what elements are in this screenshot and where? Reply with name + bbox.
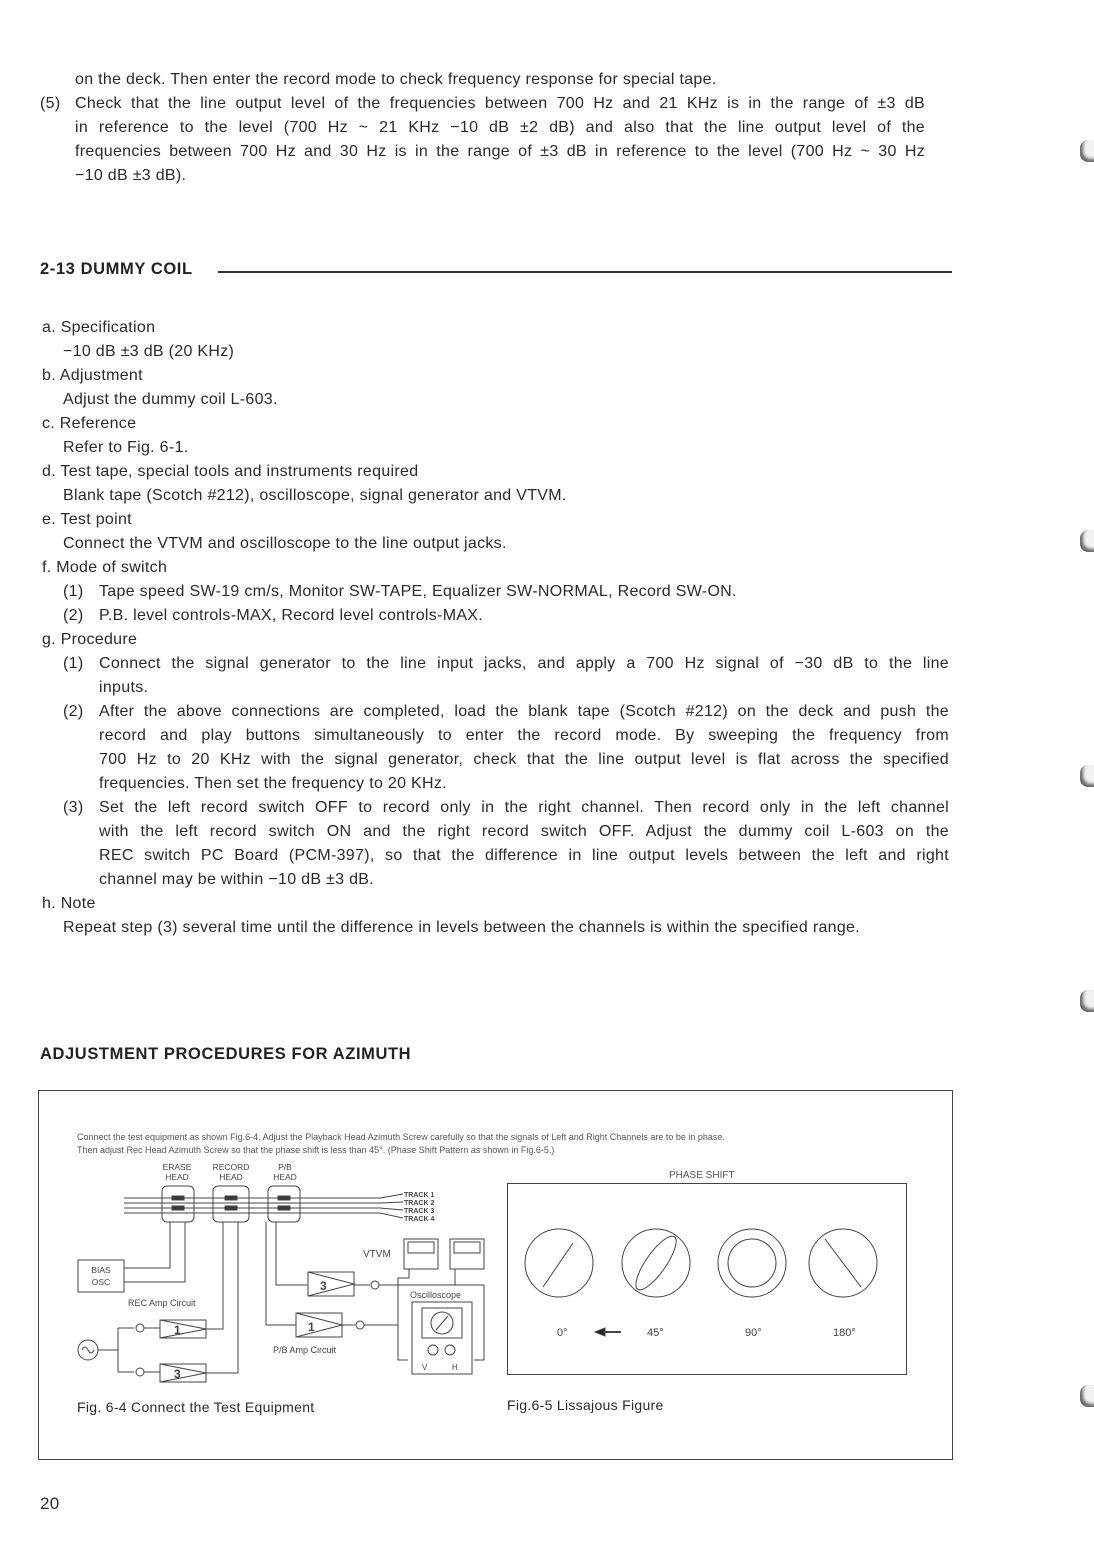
record-label: HEAD [219, 1172, 243, 1182]
item-number: (3) [63, 799, 84, 816]
item-label: a. Specification [42, 319, 156, 336]
amp-number: 3 [174, 1367, 181, 1381]
arrow-left-icon [595, 1328, 621, 1336]
pb-label: HEAD [273, 1172, 297, 1182]
vtvm-meter [404, 1239, 438, 1269]
item-text: Connect the VTVM and oscilloscope to the line output jacks. [63, 535, 507, 552]
pb-amp-label: P/B Amp Circuit [273, 1345, 337, 1355]
item-text: Refer to Fig. 6-1. [63, 439, 189, 456]
item-number: (2) [63, 703, 84, 720]
heading-rule [218, 271, 952, 273]
amp-number: 1 [174, 1323, 181, 1337]
bias-label: BIAS [91, 1265, 111, 1275]
lissajous-figure [507, 1183, 907, 1375]
phase-45 [622, 1229, 690, 1297]
intro-line: frequencies between 700 Hz and 30 Hz is in the range of ±3 dB in reference to the level (700 Hz ~ 30 Hz [75, 143, 925, 160]
erase-label: HEAD [165, 1172, 189, 1182]
item-text: −10 dB ±3 dB (20 KHz) [63, 343, 235, 360]
item-text: Adjust the dummy coil L-603. [63, 391, 278, 408]
item-label: e. Test point [42, 511, 132, 528]
phase-180 [809, 1229, 877, 1297]
item-text: record and play buttons simultaneously to enter the record mode. By sweeping the frequency from [99, 727, 949, 744]
instruction-text: Then adjust Rec Head Azimuth Screw so that the phase shift is less than 45°. (Phase Shift Pattern as shown in Fig.6-5.) [77, 1145, 555, 1155]
record-label: RECORD [212, 1162, 250, 1172]
intro-line: in reference to the level (700 Hz ~ 21 KHz −10 dB ±2 dB) and also that the line output level of the [75, 119, 925, 136]
rec-amp-1 [160, 1320, 206, 1338]
page-number: 20 [40, 1494, 60, 1513]
intro-line: Check that the line output level of the frequencies between 700 Hz and 21 KHz is in the range of ±3 dB [75, 95, 925, 112]
vtvm-meter [450, 1239, 484, 1269]
binder-tab [1080, 990, 1094, 1012]
item-text: 700 Hz to 20 KHz with the signal generator, check that the line output level is flat across the specified [99, 751, 949, 768]
item-number: (1) [63, 583, 84, 600]
item-text: channel may be within −10 dB ±3 dB. [99, 871, 374, 888]
h-label: H [452, 1363, 458, 1372]
phase-label: 180° [833, 1327, 856, 1339]
erase-label: ERASE [162, 1162, 192, 1172]
binder-tab [1080, 765, 1094, 787]
vtvm-label: VTVM [363, 1249, 391, 1260]
item-text: After the above connections are completed, load the blank tape (Scotch #212) on the deck and push the [99, 703, 949, 720]
phase-label: 45° [647, 1327, 664, 1339]
item-text: Repeat step (3) several time until the difference in levels between the channels is within the specified range. [63, 919, 860, 936]
item-text: with the left record switch ON and the right record switch OFF. Adjust the dummy coil L-603 on the [99, 823, 949, 840]
bias-label: OSC [91, 1277, 111, 1287]
item-text: frequencies. Then set the frequency to 20 KHz. [99, 775, 447, 792]
pb-amp-3 [308, 1272, 354, 1296]
item-text: Blank tape (Scotch #212), oscilloscope, signal generator and VTVM. [63, 487, 567, 504]
pb-label: P/B [278, 1162, 292, 1172]
azimuth-heading: ADJUSTMENT PROCEDURES FOR AZIMUTH [40, 1045, 412, 1063]
phase-label: 0° [557, 1327, 568, 1339]
instruction-text: Connect the test equipment as shown Fig.6-4. Adjust the Playback Head Azimuth Screw carefully so that the signals of Left and Right Channels are to be in phase. [77, 1132, 725, 1142]
item-text: P.B. level controls-MAX, Record level controls-MAX. [99, 607, 484, 624]
figure-caption: Fig. 6-4 Connect the Test Equipment [77, 1399, 315, 1415]
item-number: (5) [40, 95, 61, 112]
intro-line: −10 dB ±3 dB). [75, 167, 187, 184]
amp-number: 1 [308, 1320, 315, 1334]
phase-shift-title: PHASE SHIFT [669, 1170, 735, 1181]
item-label: c. Reference [42, 415, 137, 432]
rec-amp-label: REC Amp Circuit [128, 1298, 196, 1308]
binder-tab [1080, 530, 1094, 552]
item-label: d. Test tape, special tools and instruments required [42, 463, 419, 480]
track-label: TRACK 2 [404, 1200, 435, 1207]
phase-0 [525, 1229, 593, 1297]
track-label: TRACK 3 [404, 1208, 435, 1215]
section-heading: 2-13 DUMMY COIL [40, 260, 193, 278]
item-text: inputs. [99, 679, 149, 696]
item-text: Set the left record switch OFF to record only in the right channel. Then record only in the left channel [99, 799, 949, 816]
intro-line: on the deck. Then enter the record mode to check frequency response for special tape. [75, 71, 717, 88]
item-label: h. Note [42, 895, 96, 912]
v-label: V [422, 1363, 428, 1372]
track-label: TRACK 4 [404, 1216, 435, 1223]
test-equipment-diagram [70, 1160, 500, 1390]
track-label: TRACK 1 [404, 1192, 435, 1199]
figure-caption: Fig.6-5 Lissajous Figure [507, 1397, 664, 1413]
binder-tab [1080, 1385, 1094, 1407]
amp-number: 3 [320, 1279, 327, 1293]
item-label: b. Adjustment [42, 367, 143, 384]
binder-tab [1080, 140, 1094, 162]
item-number: (2) [63, 607, 84, 624]
item-text: Connect the signal generator to the line input jacks, and apply a 700 Hz signal of −30 dB to the line [99, 655, 949, 672]
rec-amp-3 [160, 1364, 206, 1382]
item-number: (1) [63, 655, 84, 672]
item-text: Tape speed SW-19 cm/s, Monitor SW-TAPE, Equalizer SW-NORMAL, Record SW-ON. [99, 583, 737, 600]
tape-heads [108, 1186, 380, 1222]
phase-label: 90° [745, 1327, 762, 1339]
item-label: f. Mode of switch [42, 559, 168, 576]
oscilloscope-label: Oscilloscope [410, 1290, 462, 1300]
pb-amp-1 [296, 1313, 342, 1337]
item-text: REC switch PC Board (PCM-397), so that the difference in line output levels between the left and right [99, 847, 949, 864]
phase-90 [718, 1229, 786, 1297]
item-label: g. Procedure [42, 631, 138, 648]
